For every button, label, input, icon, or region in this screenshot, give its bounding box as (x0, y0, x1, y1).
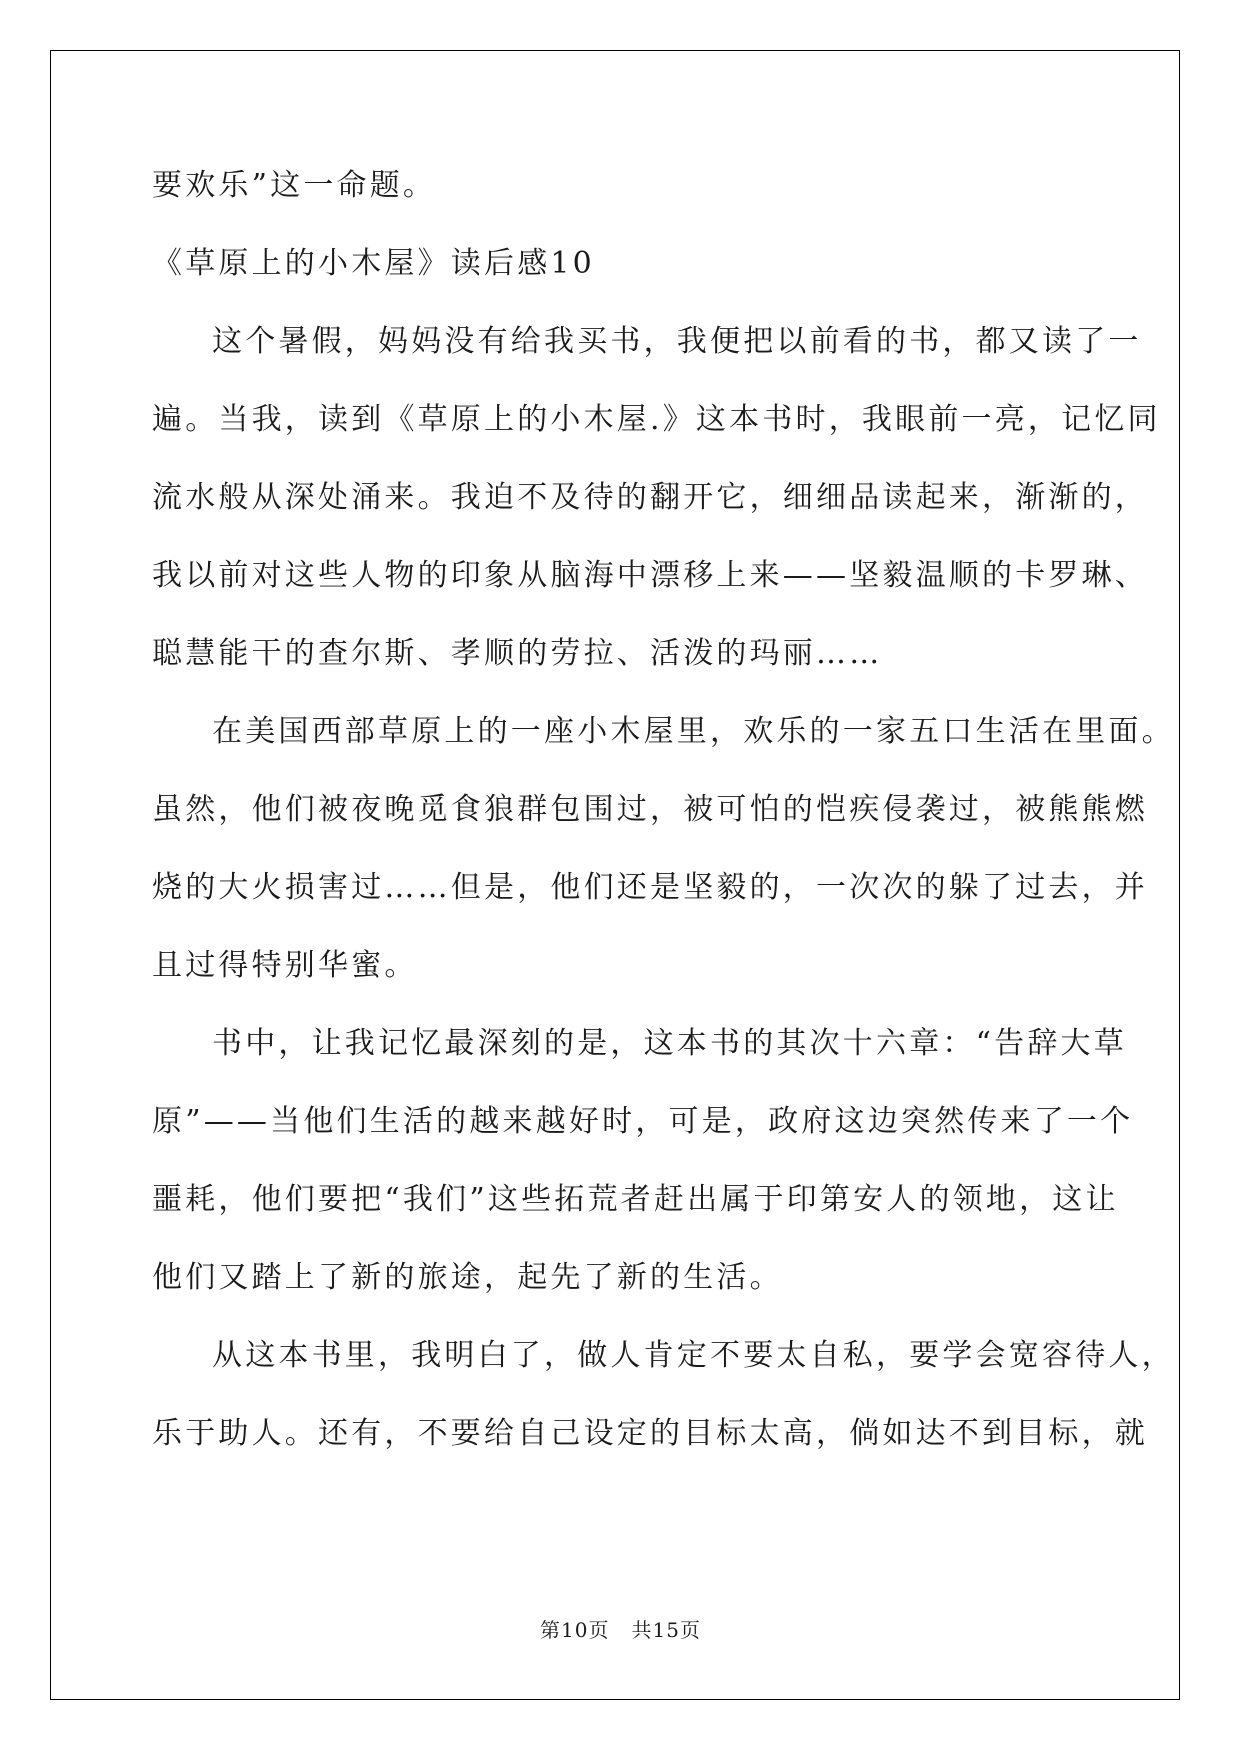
section-heading: 《草原上的小木屋》读后感10 (152, 246, 595, 281)
text-line: 噩耗，他们要把“我们”这些拓荒者赶出属于印第安人的领地，这让 (152, 1182, 1119, 1217)
page-total: 共15页 (631, 1618, 701, 1642)
text-line: 且过得特别华蜜。 (152, 948, 418, 983)
text-line: 乐于助人。还有，不要给自己设定的目标太高，倘如达不到目标，就 (152, 1416, 1148, 1451)
text-line: 要欢乐”这一命题。 (152, 168, 437, 203)
page-number: 第10页 (540, 1618, 610, 1642)
text-line: 遍。当我，读到《草原上的小木屋.》这本书时，我眼前一亮，记忆同 (152, 402, 1161, 437)
text-line: 在美国西部草原上的一座小木屋里，欢乐的一家五口生活在里面。 (212, 714, 1175, 749)
text-line: 流水般从深处涌来。我迫不及待的翻开它，细细品读起来，渐渐的， (152, 480, 1148, 515)
text-line: 原”——当他们生活的越来越好时，可是，政府这边突然传来了一个 (152, 1104, 1134, 1139)
text-line: 他们又踏上了新的旅途，起先了新的生活。 (152, 1260, 783, 1295)
page-footer (0, 1617, 1241, 1643)
text-line: 这个暑假，妈妈没有给我买书，我便把以前看的书，都又读了一 (212, 324, 1142, 359)
text-line: 烧的大火损害过……但是，他们还是坚毅的，一次次的躲了过去，并 (152, 870, 1148, 905)
text-line: 我以前对这些人物的印象从脑海中漂移上来——坚毅温顺的卡罗琳、 (152, 558, 1148, 593)
text-line: 聪慧能干的查尔斯、孝顺的劳拉、活泼的玛丽…… (152, 636, 883, 671)
text-line: 书中，让我记忆最深刻的是，这本书的其次十六章：“告辞大草 (212, 1026, 1127, 1061)
text-line: 虽然，他们被夜晚觅食狼群包围过，被可怕的恺疾侵袭过，被熊熊燃 (152, 792, 1148, 827)
text-line: 从这本书里，我明白了，做人肯定不要太自私，要学会宽容待人， (212, 1338, 1175, 1373)
